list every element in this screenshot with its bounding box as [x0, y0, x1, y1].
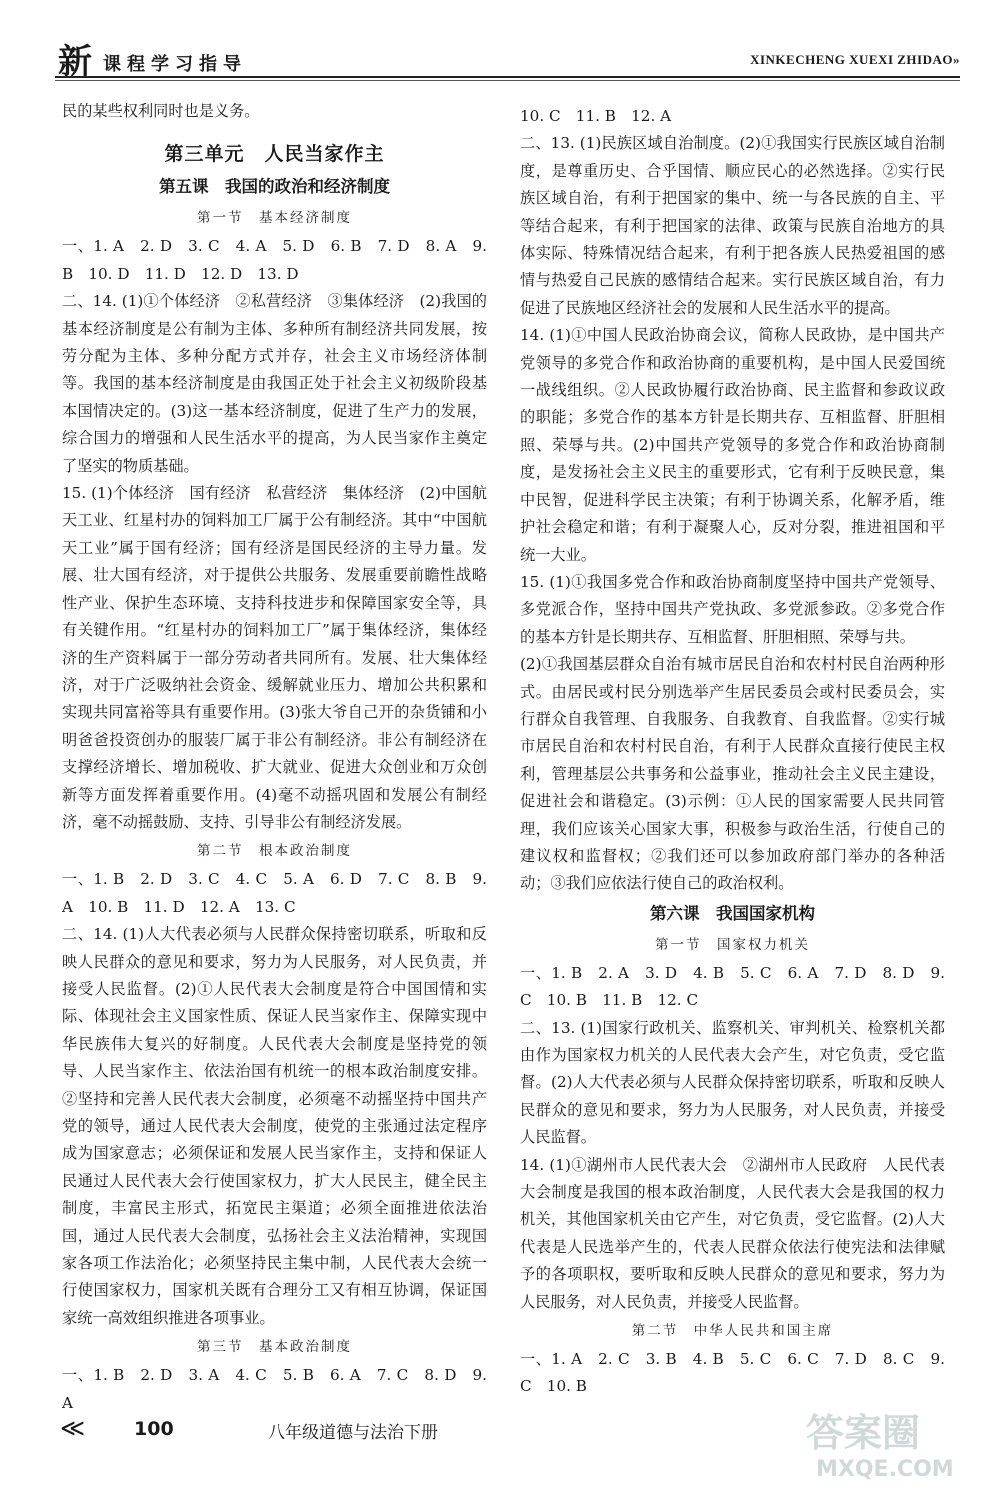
brand-pinyin: XINKECHENG XUEXI ZHIDAO»: [750, 52, 960, 67]
section-title: 第二节 中华人民共和国主席: [631, 1323, 834, 1340]
page-number: 100: [134, 1418, 174, 1440]
answer-paragraph: 二、14. (1)①个体经济 ②私营经济 ③集体经济 (2)我国的基本经济制度是公有制为主体、多种所有制经济共同发展，按劳分配为主体、多种分配方式并存，社会主义市场经济体制等。我国的基本经济制度是由我国正处于社会主义初级阶段基本国情决定的。(3)这一基本经济制度，促进了生产力的发展，综合国力的增强和人民生活水平的提高，为人民当家作主奠定了坚实的物质基础。: [62, 292, 487, 475]
header-divider: [55, 76, 960, 78]
left-column: [62, 98, 487, 1417]
answer-paragraph: 14. (1)①湖州市人民代表大会 ②湖州市人民政府 人民代表大会制度是我国的根本政治制度，人民代表大会是我国的权力机关，其他国家机关由它产生，对它负责，受它监督。(2)人大代表是人民选举产生的，代表人民群众依法行使宪法和法律赋予的各项职权，要听取和反映人民群众的意见和要求，努力为人民服务，对人民负责，并接受人民监督。: [520, 1155, 945, 1311]
paragraph: 民的某些权利同时也是义务。: [62, 102, 260, 120]
unit-title: 第三单元 人民当家作主: [164, 143, 385, 166]
book-title: 八年级道德与法治下册: [268, 1423, 438, 1443]
brand-title: 课程学习指导: [103, 54, 247, 75]
watermark-logo: [802, 1400, 972, 1482]
choice-answers: 一、1. B 2. D 3. C 4. C 5. A 6. D 7. C 8. B 9. A 10. B 11. D 12. A 13. C: [62, 870, 487, 916]
section-title: 第一节 国家权力机关: [655, 936, 810, 953]
answer-paragraph: 二、13. (1)民族区域自治制度。(2)①我国实行民族区域自治制度，是尊重历史、合乎国情、顺应民心的必然选择。②实行民族区域自治，有利于把国家的集中、统一与各民族的自主、平等结合起来，有利于把国家的法律、政策与民族自治地方的具体实际、特殊情况结合起来，有利于把各族人民热爱祖国的感情与热爱自己民族的感情结合起来。实行民族区域自治，有力促进了民族地区经济社会的发展和人民生活水平的提高。: [520, 134, 945, 317]
answer-paragraph: 14. (1)①中国人民政治协商会议，简称人民政协，是中国共产党领导的多党合作和政治协商的重要机构，是中国人民爱国统一战线组织。②人民政协履行政治协商、民主监督和参政议政的职能；多党合作的基本方针是长期共存、互相监督、肝胆相照、荣辱与共。(2)中国共产党领导的多党合作和政治协商制度，是发扬社会主义民主的重要形式，它有利于反映民意，集中民智，促进科学民主决策；有利于协调关系，化解矛盾，维护社会稳定和谐；有利于凝聚人心，反对分裂，推进祖国和平统一大业。: [520, 326, 945, 564]
choice-answers: 一、1. A 2. C 3. B 4. B 5. C 6. C 7. D 8. C 9. C 10. B: [520, 1350, 945, 1396]
lesson-title: 第六课 我国国家机构: [650, 903, 815, 923]
brand-logo-char: 新: [58, 42, 92, 82]
choice-answers: 一、1. A 2. D 3. C 4. A 5. D 6. B 7. D 8. A 9. B 10. D 11. D 12. D 13. D: [62, 237, 487, 283]
watermark-url: MXQE.COM: [816, 1457, 954, 1482]
answer-paragraph: 15. (1)①我国多党合作和政治协商制度坚持中国共产党领导、多党派合作，坚持中国共产党执政、多党派参政。②多党合作的基本方针是长期共存、互相监督、肝胆相照、荣辱与共。: [520, 572, 945, 646]
header-divider-thin: [55, 80, 960, 81]
watermark-text: 答案圈: [806, 1411, 921, 1455]
double-chevron-left-icon: ≪: [60, 1414, 86, 1442]
section-title: 第三节 基本政治制度: [197, 1339, 352, 1356]
choice-answers: 一、1. B 2. D 3. A 4. C 5. B 6. A 7. C 8. D 9. A: [62, 1366, 487, 1412]
choice-answers: 10. C 11. B 12. A: [520, 107, 672, 125]
page-header: [0, 0, 1000, 88]
section-title: 第二节 根本政治制度: [197, 843, 352, 860]
double-chevron-right-icon: »: [953, 52, 960, 67]
lesson-title: 第五课 我国的政治和经济制度: [159, 177, 390, 197]
choice-answers: 一、1. B 2. A 3. D 4. B 5. C 6. A 7. D 8. D 9. C 10. B 11. B 12. C: [520, 963, 945, 1010]
answer-paragraph: (2)①我国基层群众自治有城市居民自治和农村村民自治两种形式。由居民或村民分别选举产生居民委员会或村民委员会，实行群众自我管理、自我服务、自我教育、自我监督。②实行城市居民自治和农村村民自治，有利于人民群众直接行使民主权利，管理基层公共事务和公益事业，推动社会主义民主建设，促进社会和谐稳定。(3)示例：①人民的国家需要人民共同管理，我们应该关心国家大事，积极参与政治生活，行使自己的建议权和监督权；②我们还可以参加政府部门举办的各种活动；③我们应依法行使自己的政治权利。: [520, 655, 945, 893]
answer-paragraph: 二、13. (1)国家行政机关、监察机关、审判机关、检察机关都由作为国家权力机关的人民代表大会产生，对它负责，受它监督。(2)人大代表必须与人民群众保持密切联系，听取和反映人民群众的意见和要求，努力为人民服务，对人民负责，并接受人民监督。: [520, 1018, 945, 1147]
section-title: 第一节 基本经济制度: [197, 210, 352, 227]
right-column: [520, 103, 945, 1401]
answer-paragraph: 15. (1)个体经济 国有经济 私营经济 集体经济 (2)中国航天工业、红星村办的饲料加工厂属于公有制经济。其中“中国航天工业”属于国有经济；国有经济是国民经济的主导力量。发展、壮大国有经济，对于提供公共服务、发展重要前瞻性战略性产业、保护生态环境、支持科技进步和保障国家安全等，具有关键作用。“红星村办的饲料加工厂”属于集体经济，集体经济的生产资料属于一部分劳动者共同所有。发展、壮大集体经济，对于广泛吸纳社会资金、缓解就业压力、增加公共积累和实现共同富裕等具有重要作用。(3)张大爷自己开的杂货铺和小明爸爸投资创办的服装厂属于非公有制经济。非公有制经济在支撑经济增长、增加税收、扩大就业、促进大众创业和万众创新等方面发挥着重要作用。(4)毫不动摇巩固和发展公有制经济，毫不动摇鼓励、支持、引导非公有制经济发展。: [62, 484, 487, 831]
answer-paragraph: 二、14. (1)人大代表必须与人民群众保持密切联系，听取和反映人民群众的意见和要求，努力为人民服务，对人民负责，并接受人民监督。(2)①人民代表大会制度是符合中国国情和实际、体现社会主义国家性质、保证人民当家作主、保障实现中华民族伟大复兴的好制度。人民代表大会制度是坚持党的领导、人民当家作主、依法治国有机统一的根本政治制度安排。②坚持和完善人民代表大会制度，必须毫不动摇坚持中国共产党的领导，通过人民代表大会制度，使党的主张通过法定程序成为国家意志；必须保证和发展人民当家作主，支持和保证人民通过人民代表大会行使国家权力，扩大人民民主，健全民主制度，丰富民主形式，拓宽民主渠道；必须全面推进依法治国，通过人民代表大会制度，弘扬社会主义法治精神，实现国家各项工作法治化；必须坚持民主集中制，人民代表大会统一行使国家权力，国家机关既有合理分工又有相互协调，保证国家统一高效组织推进各项事业。: [62, 925, 487, 1327]
